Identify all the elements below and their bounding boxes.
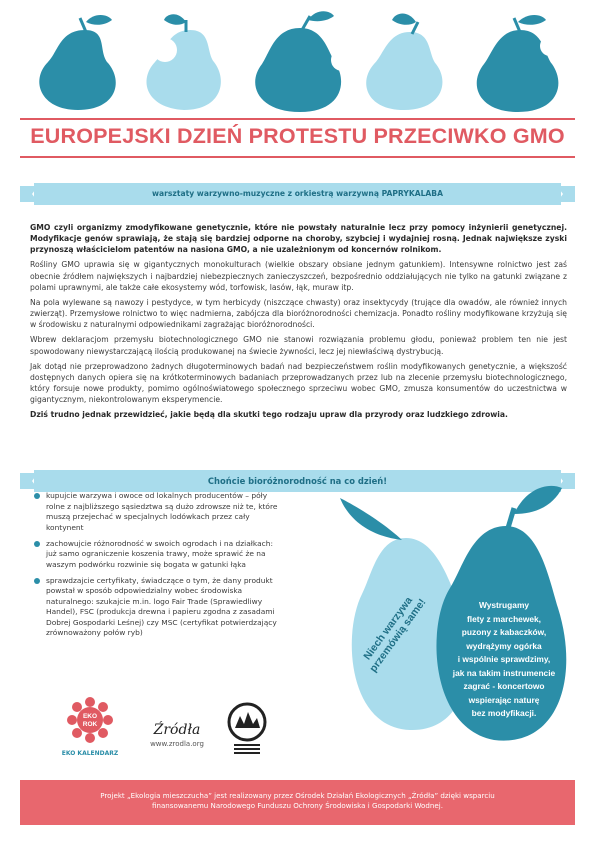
pear-illustrations-header [0,0,595,115]
title-top-rule [20,118,575,120]
footer-banner [20,780,575,825]
list-item: zachowujcie różnorodność w swoich ogrodach i na działkach: już samo ograniczenie koszenia trawy, może sprawić że na waszym podwórku rozwinie się bogata w gatunki łąka [34,539,284,571]
body-text [30,222,567,425]
bullet-dot-icon [34,578,40,584]
svg-text:ROK: ROK [82,721,98,728]
footer-text: Projekt „Ekologia mieszczucha” jest realizowany przez Ośrodek Działań Ekologicznych „Źródła” dzięki wsparciu finansowanemu Narodowego Funduszu Ochrony Środowiska i Gospodarki Wodnej. [100,791,495,811]
tips-list [34,491,284,644]
zrodla-logo [142,722,212,748]
title-bottom-rule [20,156,575,158]
zrodla-name: Źródła [153,722,201,738]
bullet-dot-icon [34,541,40,547]
eko-caption: EKO KALENDARZ [61,750,119,757]
bitten-pear-icon [255,11,353,112]
list-item: sprawdzajcie certyfikaty, świadczące o tym, że dany produkt powstał w sposób odpowiedzialny wobec środowiska naturalnego: szukajcie m.in. logo Fair Trade (Sprawiedliwy Handel), FSC (produkcja drewna i papieru zgodna z zasadami Dobrej Gospodarki Leśnej) czy MSC (certyfikat potwierdzający zrównoważony połów ryb) [34,576,284,639]
paragraph-conclusion: Dziś trudno jednak przewidzieć, jakie będą dla skutki tego rodzaju upraw dla przyrody oraz ludzkiego zdrowia. [30,410,508,420]
pear-icon [366,14,442,111]
paragraph-intro: GMO czyli organizmy zmodyfikowane genetycznie, które nie powstały naturalnie lecz przy pomocy inżynierii genetycznej. Modyfikacje genów sprawiają, że stają się bardziej odporne na choroby, szybciej i wydajniej rosną. Jednak największe zyski przynoszą właścicielom patentów na nasiona GMO, a nie uzależnionym od koncernów rolnikom. [30,223,567,255]
bitten-pear-icon [477,15,560,112]
eko-badge-icon [60,694,120,746]
subtitle-ribbon: warsztaty warzywno-muzyczne z orkiestrą warzywną PAPRYKALABA [34,185,561,203]
nfosigw-logo [226,702,268,762]
nfosigw-emblem-icon [226,702,268,758]
eko-kalendarz-logo [60,694,120,764]
zrodla-url: www.zrodla.org [150,740,204,748]
paragraph: Na pola wylewane są nawozy i pestydyce, w tym herbicydy (niszczące chwasty) oraz insektycydy (trujące dla owadów, ale również innych zwierząt). Przemysłowe rolnictwo to więc nadmierna, zabójcza dla bioróżnorodności chemizacja. Ponadto rośliny modyfikowane krzyżują się w środowisku z naturalnymi odpowiednikami zagrażając bioróżnorodności. [30,297,567,330]
svg-text:EKO: EKO [82,713,98,720]
paragraph: Rośliny GMO uprawia się w gigantycznych monokulturach (wielkie obszary obsiane jednym gatunkiem). Intensywne rolnictwo jest zaś obecnie źródłem największych i najbardziej niebezpiecznych zanieczyszczeń, bezpośrednio oddziałujących nie tylko na gatunki związane z polami uprawnymi, ale także całe ekosystemy wód, torfowisk, lasów, łąk, muraw itp. [30,260,567,292]
pear-workshop-text: Wystrugamy flety z marchewek, puzony z kabaczków, wydrążymy ogórka i wspólnie sprawdzimy, jak na takim instrumencie zagrać - koncertowo wspierając naturę bez modyfikacji. [452,600,556,718]
paragraph: Jak dotąd nie przeprowadzono żadnych długoterminowych badań nad bezpieczeństwem roślin modyfikowanych genetycznie, a większość dostępnych danych opiera się na krótkoterminowych badaniach przeprowadzanych przez lub na zlecenie przemysłu biotechnologicznego, który forsuje nowe produkty, pomimo ogólnoświatowego społecznego sprzeciwu wobec GMO, zmusza konsumentów do uczestnictwa w gigantycznym, niekontrolowanym eksperymencie. [30,361,567,405]
list-item: kupujcie warzywa i owoce od lokalnych producentów – póły rolne z najbliższego sąsiedztwa są dużo zdrowsze niż te, które muszą przejechać w specjalnych lodówkach przez cały kontynent [34,491,284,533]
bitten-pear-icon [147,14,221,110]
pear-icon [39,15,115,110]
pear-slogan: Niech warzywa przemówią same! [361,594,429,675]
paragraph: Wbrew deklaracjom przemysłu biotechnologicznego GMO nie stanowi rozwiązania problemu głodu, ponieważ problem ten nie jest spowodowany niewystarczającą ilością produkowanej na świecie żywności, lecz jej niewłaściwą dystrybucją. [30,335,567,356]
bullet-dot-icon [34,493,40,499]
section-ribbon: Chońcie bioróżnorodność na co dzień! [34,472,561,490]
page-title: EUROPEJSKI DZIEŃ PROTESTU PRZECIWKO GMO [30,124,565,148]
